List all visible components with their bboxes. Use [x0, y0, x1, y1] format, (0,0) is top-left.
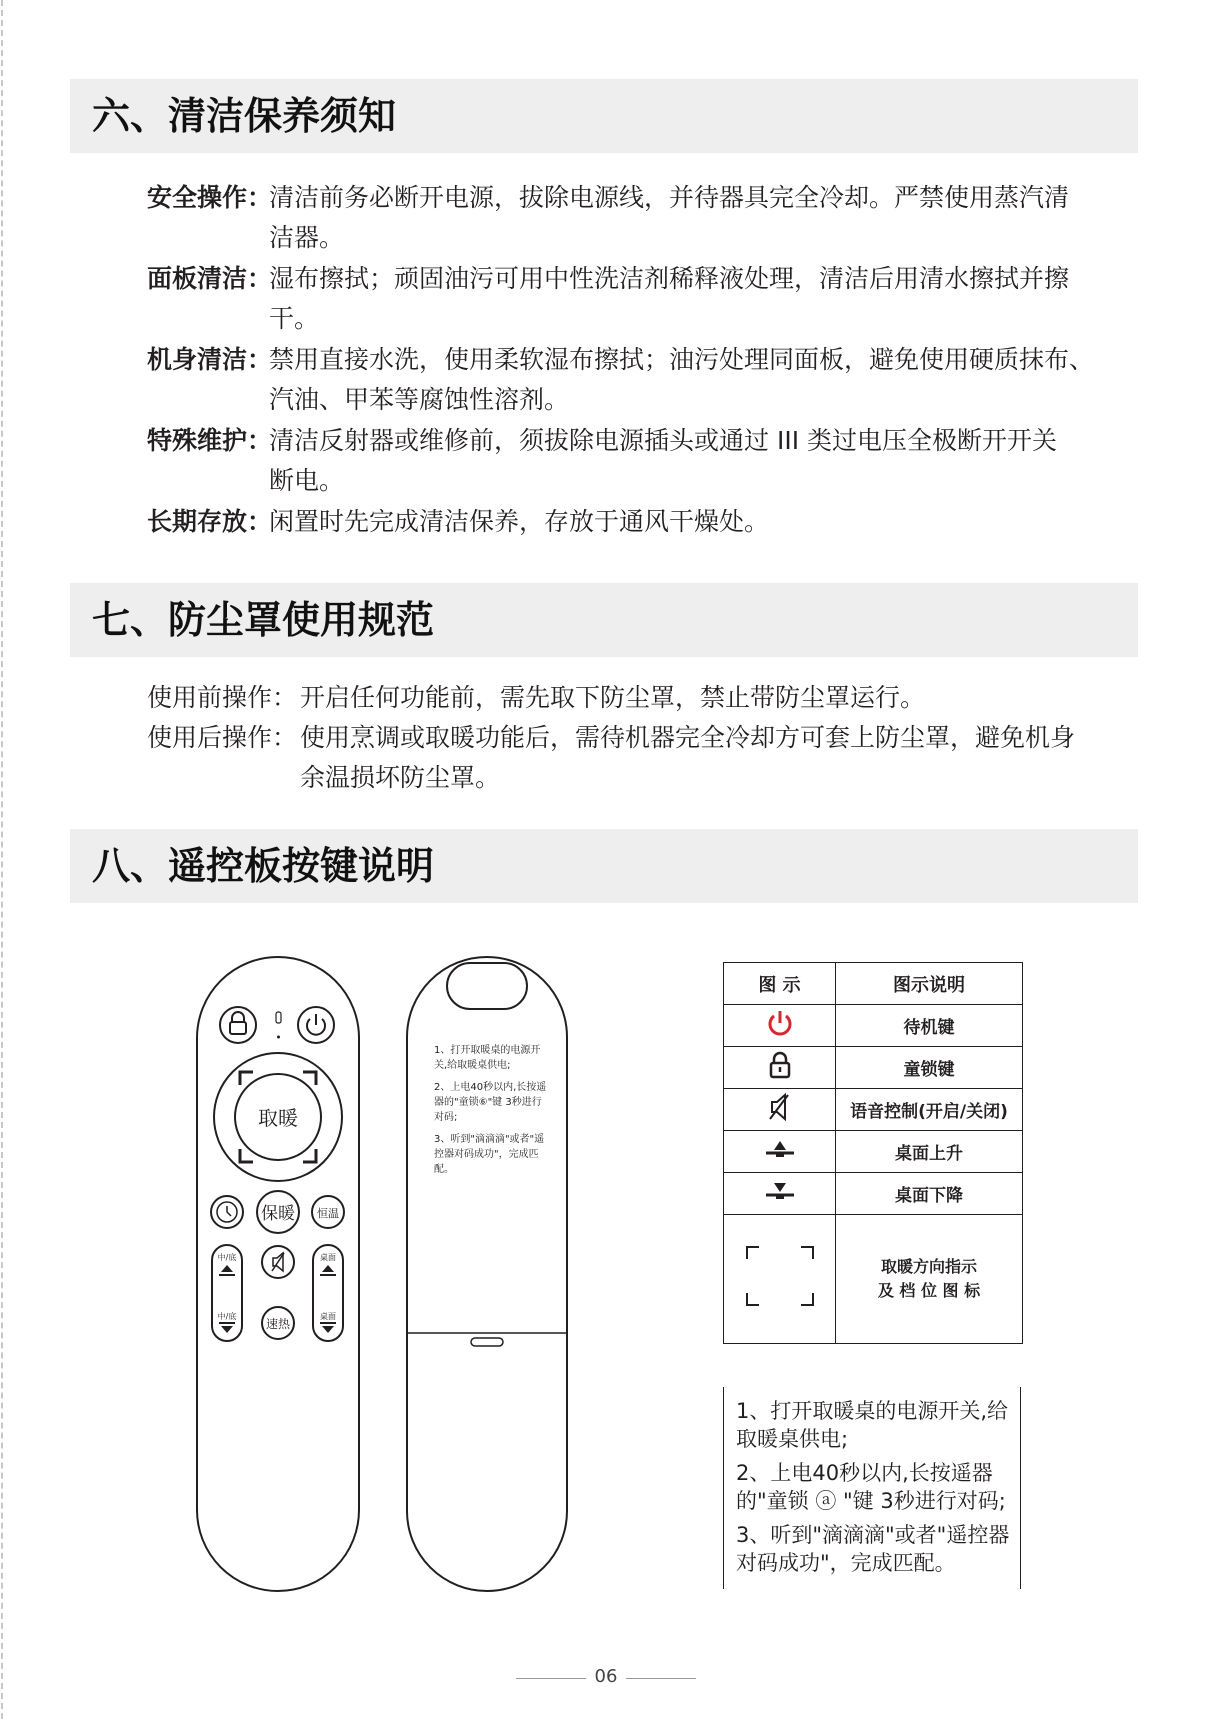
battery-window [447, 963, 527, 1009]
page-edge-dashes [1, 0, 3, 1719]
table-row [724, 1131, 1023, 1173]
indicator-light [276, 1012, 281, 1023]
cleaning-line: 闲置时先完成清洁保养，存放于通风干燥处。 [269, 507, 770, 536]
table-header-desc: 图示说明 [836, 963, 1023, 1005]
cleaning-item-safety [147, 178, 1137, 258]
power-button [298, 1007, 334, 1043]
lock-icon [767, 1051, 793, 1079]
dustcover-line: 开启任何功能前，需先取下防尘罩，禁止带防尘罩运行。 [300, 683, 926, 712]
cleaning-item-maintenance [147, 421, 1137, 501]
table-cell-desc: 童锁键 [836, 1047, 1023, 1089]
back-instruction-line: 3、听到"滴滴滴"或者"遥控器对码成功"，完成匹配。 [434, 1134, 545, 1175]
table-cell-desc: 桌面下降 [836, 1173, 1023, 1215]
cleaning-line: 断电。 [269, 466, 345, 495]
section-title-dustcover: 七、防尘罩使用规范 [70, 583, 1138, 657]
table-row [724, 1173, 1023, 1215]
battery-cover-latch [471, 1338, 503, 1346]
desk-up-icon [763, 1138, 797, 1160]
mid-bottom-up-label: 中/底 [217, 1253, 237, 1262]
dustcover-line: 使用烹调或取暖功能后，需待机器完全冷却方可套上防尘罩，避免机身 [300, 723, 1076, 752]
cleaning-line: 洁器。 [269, 223, 345, 252]
dustcover-item-after [147, 718, 1142, 798]
cleaning-key: 特殊维护： [147, 426, 273, 455]
page-number: 06 [594, 1666, 618, 1687]
table-row [724, 1215, 1023, 1344]
timer-button [211, 1196, 243, 1228]
cleaning-key: 机身清洁： [147, 345, 273, 374]
lock-button [220, 1007, 256, 1043]
remote-front-drawing [195, 955, 365, 1595]
dustcover-key: 使用前操作： [147, 683, 298, 712]
dustcover-key: 使用后操作： [147, 723, 298, 752]
table-row [724, 1047, 1023, 1089]
table-row [724, 1005, 1023, 1047]
back-instruction-line: 2、上电40秒以内,长按遥器的"童锁⑥"键 3秒进行对码; [434, 1082, 547, 1123]
dustcover-item-before [147, 678, 1142, 718]
heating-direction-icon [745, 1245, 815, 1307]
cleaning-key: 安全操作： [147, 183, 273, 212]
cleaning-line: 清洁反射器或维修前，须拔除电源插头或通过 III 类过电压全极断开开关 [269, 426, 1058, 455]
quick-heat-label: 速热 [265, 1317, 291, 1331]
pairing-line: 3、听到"滴滴滴"或者"遥控器对码成功"，完成匹配。 [736, 1523, 1010, 1575]
table-cell-desc [836, 1215, 1023, 1344]
table-cell-desc: 桌面上升 [836, 1131, 1023, 1173]
cleaning-line: 干。 [269, 304, 320, 333]
table-header-icon: 图 示 [724, 963, 836, 1005]
cleaning-item-body [147, 340, 1137, 420]
section-title-cleaning: 六、清洁保养须知 [70, 79, 1138, 153]
cleaning-item-storage [147, 502, 1137, 542]
mute-icon [767, 1092, 793, 1122]
cleaning-line: 汽油、甲苯等腐蚀性溶剂。 [269, 385, 570, 414]
cleaning-line: 湿布擦拭；顽固油污可用中性洗洁剂稀释液处理，清洁后用清水擦拭并擦 [269, 264, 1070, 293]
footer-rule-right [626, 1678, 696, 1679]
pairing-line: 2、上电40秒以内,长按遥器的"童锁 ⓐ "键 3秒进行对码; [736, 1461, 1006, 1513]
constant-temp-label: 恒温 [317, 1207, 339, 1220]
desk-down-label: 桌面 [320, 1312, 336, 1321]
table-cell-desc-line: 及 档 位 图 标 [877, 1281, 981, 1300]
table-cell-desc: 待机键 [836, 1005, 1023, 1047]
cleaning-key: 长期存放： [147, 507, 273, 536]
pairing-instructions [723, 1387, 1021, 1589]
desk-up-label: 桌面 [320, 1253, 336, 1262]
dustcover-line: 余温损坏防尘罩。 [300, 763, 501, 792]
mid-bottom-down-label: 中/底 [217, 1312, 237, 1321]
mute-button [262, 1246, 294, 1278]
cleaning-line: 禁用直接水洗，使用柔软湿布擦拭；油污处理同面板，避免使用硬质抹布、 [269, 345, 1095, 374]
icon-legend-table [723, 962, 1023, 1344]
center-button-label: 取暖 [258, 1106, 298, 1130]
cleaning-key: 面板清洁： [147, 264, 273, 293]
cleaning-line: 清洁前务必断开电源，拔除电源线，并待器具完全冷却。严禁使用蒸汽清 [269, 183, 1070, 212]
table-cell-desc-line: 取暖方向指示 [880, 1257, 977, 1276]
desk-down-icon [763, 1180, 797, 1202]
keep-warm-label: 保暖 [261, 1204, 295, 1224]
table-row [724, 1089, 1023, 1131]
back-instruction-line: 1、打开取暖桌的电源开关,给取暖桌供电; [434, 1045, 541, 1071]
section-title-remote: 八、遥控板按键说明 [70, 829, 1138, 903]
power-icon [766, 1009, 794, 1037]
footer-rule-left [516, 1678, 586, 1679]
cleaning-item-panel [147, 259, 1137, 339]
pairing-line: 1、打开取暖桌的电源开关,给取暖桌供电; [736, 1399, 1009, 1451]
table-cell-desc: 语音控制(开启/关闭) [836, 1089, 1023, 1131]
back-instructions [434, 1043, 550, 1184]
